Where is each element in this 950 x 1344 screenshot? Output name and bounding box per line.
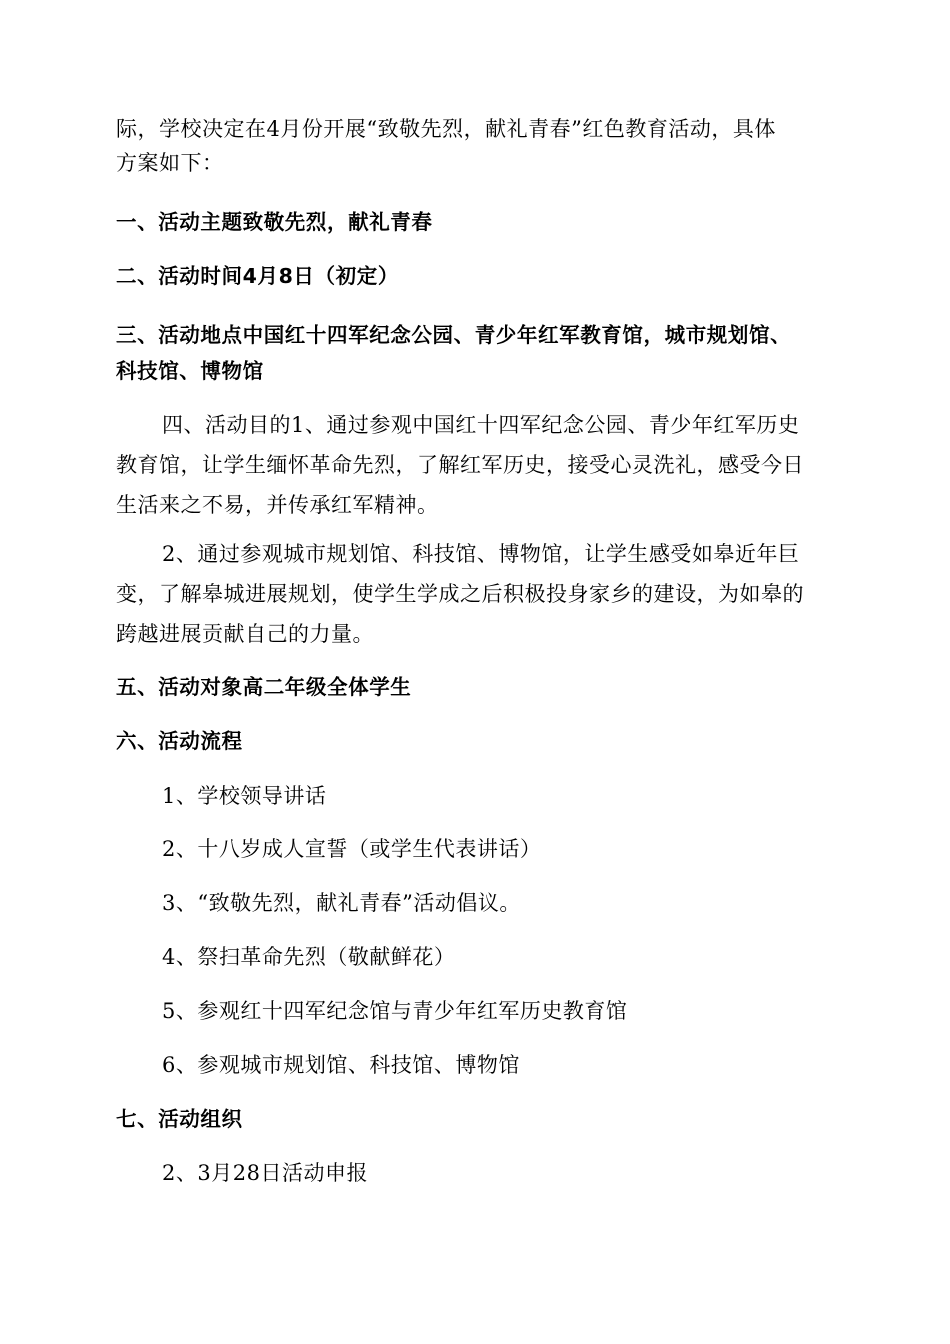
- purpose-p2-line-3: 跨越进展贡献自己的力量。: [116, 622, 374, 646]
- purpose-p2-line-1: 2、通过参观城市规划馆、科技馆、博物馆，让学生感受如皋近年巨: [162, 542, 800, 566]
- process-item: 6、参观城市规划馆、科技馆、博物馆: [162, 1053, 520, 1077]
- section-time: 二、活动时间4月8日（初定）: [116, 264, 399, 288]
- section-process-heading: 六、活动流程: [116, 729, 243, 753]
- intro-paragraph: [116, 112, 836, 180]
- section-place-line-2: 科技馆、博物馆: [116, 359, 264, 383]
- purpose-p1-line-1: 四、活动目的1、通过参观中国红十四军纪念公园、青少年红军历史: [162, 413, 800, 437]
- process-item: 5、参观红十四军纪念馆与青少年红军历史教育馆: [162, 999, 628, 1023]
- process-item: 4、祭扫革命先烈（敬献鲜花）: [162, 945, 456, 969]
- section-participants: 五、活动对象高二年级全体学生: [116, 675, 412, 699]
- process-item: 1、学校领导讲话: [162, 784, 327, 808]
- purpose-p1-line-2: 教育馆，让学生缅怀革命先烈，了解红军历史，接受心灵洗礼，感受今日: [116, 453, 804, 477]
- section-place-line-1: 三、活动地点中国红十四军纪念公园、青少年红军教育馆，城市规划馆、: [116, 323, 792, 347]
- intro-line-1: 际，学校决定在4月份开展“致敬先烈，献礼青春”红色教育活动，具体: [116, 117, 776, 141]
- purpose-p2-line-2: 变，了解皋城进展规划，使学生学成之后积极投身家乡的建设，为如皋的: [116, 582, 804, 606]
- process-item: 3、“致敬先烈，献礼青春”活动倡议。: [162, 891, 521, 915]
- intro-line-2: 方案如下：: [116, 151, 224, 175]
- section-theme: 一、活动主题致敬先烈，献礼青春: [116, 210, 433, 234]
- process-item: 2、十八岁成人宣誓（或学生代表讲话）: [162, 837, 542, 861]
- purpose-p1-line-3: 生活来之不易，并传承红军精神。: [116, 493, 439, 517]
- purpose-paragraph-2: [116, 537, 836, 651]
- purpose-paragraph-1: [116, 408, 836, 522]
- organization-item: 2、3月28日活动申报: [162, 1161, 368, 1185]
- section-organization-heading: 七、活动组织: [116, 1107, 243, 1131]
- section-place: [116, 318, 836, 388]
